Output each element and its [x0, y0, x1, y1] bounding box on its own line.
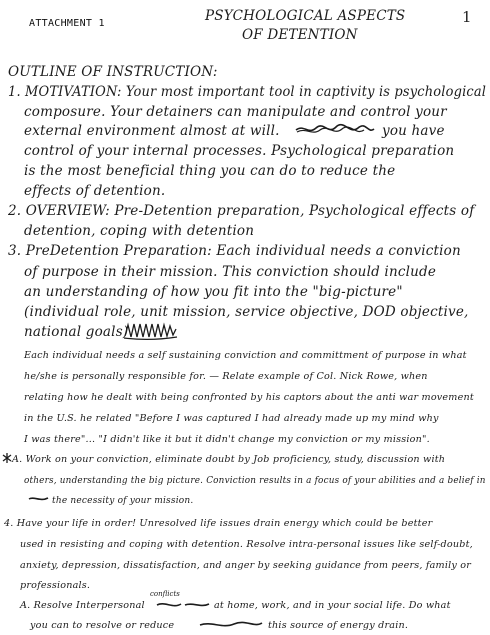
line-15: he/she is personally responsible for. — Relate example of Col. Nick Rowe, when: [24, 371, 428, 382]
line-6: effects of detention.: [24, 183, 166, 199]
line-24: anxiety, depression, dissatisfaction, and anger by seeking guidance from peers, family or: [20, 560, 472, 571]
strikeout-your: [28, 494, 50, 504]
line-27: you can to resolve or reduce: [30, 620, 175, 631]
page-number: 1: [462, 8, 472, 26]
strikeout-conflict-words: [155, 598, 211, 612]
line-20: others, understanding the big picture. Conviction results in a focus of your abilities and a belief in: [24, 476, 486, 486]
line-2: composure. Your detainers can manipulate and control your: [24, 104, 447, 120]
line-11: an understanding of how you fit into the "big-picture": [24, 284, 403, 300]
line-12: (individual role, unit mission, service objective, DOD objective,: [24, 304, 469, 320]
asterisk-mark: [2, 452, 12, 464]
strikeout-reduce: [198, 618, 264, 632]
line-18: I was there"... "I didn't like it but it didn't change my conviction or my mission".: [24, 434, 430, 445]
line-22: 4. Have your life in order! Unresolved life issues drain energy which could be better: [4, 518, 433, 529]
line-25: professionals.: [20, 580, 91, 591]
line-19: A. Work on your conviction, eliminate doubt by Job proficiency, study, discussion with: [12, 454, 446, 465]
line-3: external environment almost at will.: [24, 123, 280, 139]
line-4: control of your internal processes. Psychological preparation: [24, 143, 455, 159]
line-10: of purpose in their mission. This conviction should include: [24, 264, 437, 280]
line-8: detention, coping with detention: [24, 223, 255, 239]
line-5: is the most beneficial thing you can do to reduce the: [24, 163, 396, 179]
scribble-strikeout: [294, 122, 376, 138]
title-underline-marks: [270, 0, 390, 50]
outline-heading: OUTLINE OF INSTRUCTION:: [8, 64, 218, 80]
line-14: Each individual needs a self sustaining conviction and committment of purpose in what: [24, 350, 467, 361]
scribble-mark: [122, 320, 180, 342]
title-line-1: PSYCHOLOGICAL ASPECTS: [205, 8, 406, 24]
line-27b: this source of energy drain.: [268, 620, 409, 631]
line-17: in the U.S. he related "Before I was captured I had already made up my mind why: [24, 413, 439, 424]
line-26: A. Resolve Interpersonal: [20, 600, 145, 611]
line-7: 2. OVERVIEW: Pre-Detention preparation, Psychological effects of: [8, 203, 475, 219]
title-line-2: OF DETENTION: [242, 27, 358, 43]
line-26b: at home, work, and in your social life. Do what: [214, 600, 451, 611]
line-23: used in resisting and coping with detention. Resolve intra-personal issues like self-doubt,: [20, 539, 473, 550]
attachment-label: ATTACHMENT 1: [29, 18, 105, 29]
line-16: relating how he dealt with being confronted by his captors about the anti war movement: [24, 392, 474, 403]
insertion-conflicts: conflicts: [150, 590, 180, 598]
line-21: the necessity of your mission.: [52, 496, 194, 506]
line-3b: you have: [382, 123, 445, 139]
line-9: 3. PreDetention Preparation: Each individual needs a conviction: [8, 243, 461, 259]
line-13: national goals): [24, 324, 129, 340]
line-1: 1. MOTIVATION: Your most important tool in captivity is psychological: [8, 84, 487, 100]
